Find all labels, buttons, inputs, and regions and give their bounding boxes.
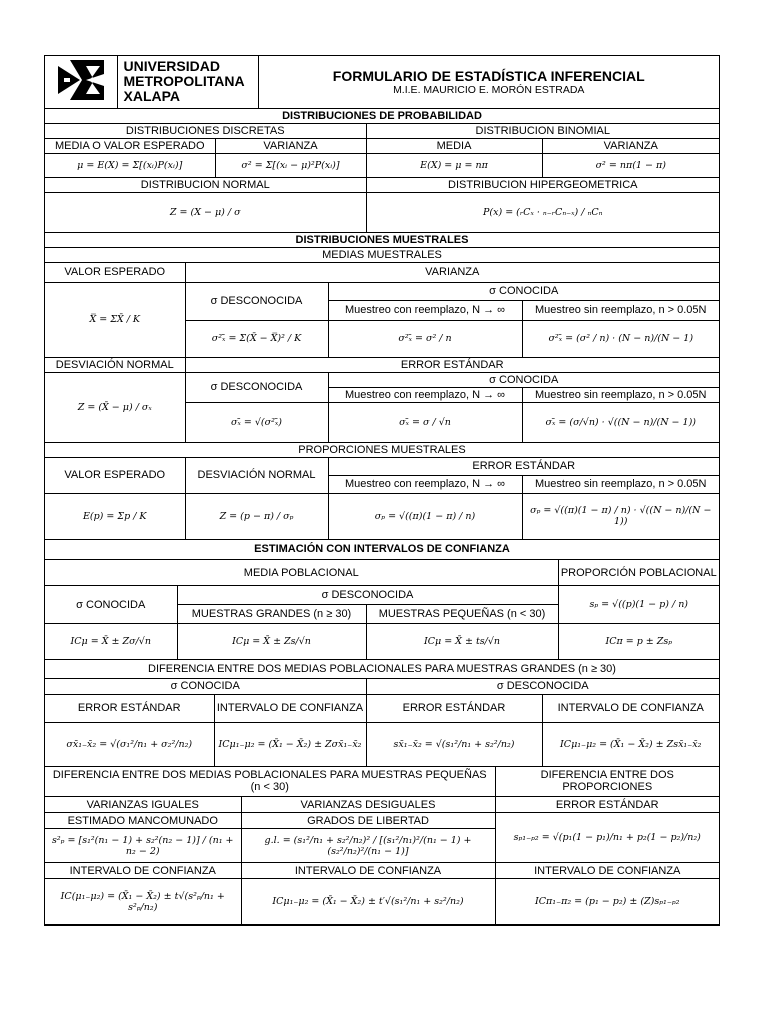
degrees-freedom-label: GRADOS DE LIBERTAD xyxy=(241,813,495,829)
with-replacement-label: Muestreo con reemplazo, N → ∞ xyxy=(328,387,522,402)
formula: σₓ̄ = σ / √n xyxy=(328,402,522,442)
formula: σ²ₓ̄ = (σ² / n) · (N − n)/(N − 1) xyxy=(522,320,719,357)
confidence-interval-label: INTERVALO DE CONFIANZA xyxy=(45,863,241,879)
formula: ICμ₁₋μ₂ = (X̄₁ − X̄₂) ± t′√(s₁²/n₁ + s₂²/n₂) xyxy=(241,879,495,925)
equal-variances-label: VARIANZAS IGUALES xyxy=(45,797,241,813)
sample-proportions-label: PROPORCIONES MUESTRALES xyxy=(45,442,719,457)
section-title: DISTRIBUCIONES MUESTRALES xyxy=(45,233,719,248)
without-replacement-label: Muestreo sin reemplazo, n > 0.05N xyxy=(522,300,719,320)
expected-value-label: VALOR ESPERADO xyxy=(45,262,185,282)
formula: σ² = nπ(1 − π) xyxy=(542,153,719,177)
university-line-2: METROPOLITANA xyxy=(123,73,245,90)
formula: sₚ = √((p)(1 − p) / n) xyxy=(558,586,719,624)
probability-section xyxy=(45,109,719,233)
variance-label: VARIANZA xyxy=(215,138,366,153)
formula: X̿ = ΣX̄ / K xyxy=(45,282,185,357)
confidence-interval-label: INTERVALO DE CONFIANZA xyxy=(495,863,719,879)
formula: σ²ₓ̄ = σ² / n xyxy=(328,320,522,357)
binomial-label: DISTRIBUCION BINOMIAL xyxy=(366,123,719,138)
formula: Z = (p − π) / σₚ xyxy=(185,493,328,539)
formula: ICμ = X̄ ± Zσ/√n xyxy=(45,624,177,660)
unequal-variances-label: VARIANZAS DESIGUALES xyxy=(241,797,495,813)
variance-label: VARIANZA xyxy=(185,262,719,282)
formula-sheet xyxy=(44,55,720,926)
section-title: ESTIMACIÓN CON INTERVALOS DE CONFIANZA xyxy=(45,540,719,560)
difference-large-label: DIFERENCIA ENTRE DOS MEDIAS POBLACIONALES PARA MUESTRAS GRANDES (n ≥ 30) xyxy=(45,660,719,678)
formula: σₓ̄ = (σ/√n) · √((N − n)/(N − 1)) xyxy=(522,402,719,442)
formula: ICμ₁₋μ₂ = (X̄₁ − X̄₂) ± Zsx̄₁₋x̄₂ xyxy=(542,722,719,766)
without-replacement-label: Muestreo sin reemplazo, n > 0.05N xyxy=(522,387,719,402)
formula: σ² = Σ[(xᵢ − μ)²P(xᵢ)] xyxy=(215,153,366,177)
formula: σ²ₓ̄ = Σ(X̄ − X̿)² / K xyxy=(185,320,328,357)
sample-means-label: MEDIAS MUESTRALES xyxy=(45,247,719,262)
sigma-known-label: σ CONOCIDA xyxy=(328,372,719,387)
university-name xyxy=(117,56,258,108)
formula: ICπ₁₋π₂ = (p₁ − p₂) ± (Z)sₚ₁₋ₚ₂ xyxy=(495,879,719,925)
university-line-3: XALAPA xyxy=(123,88,181,105)
standard-error-label: ERROR ESTÁNDAR xyxy=(366,694,542,722)
formula: ICμ = X̄ ± Zs/√n xyxy=(177,624,366,660)
expected-value-label: MEDIA O VALOR ESPERADO xyxy=(45,138,215,153)
without-replacement-label: Muestreo sin reemplazo, n > 0.05N xyxy=(522,475,719,493)
formula: sx̄₁₋x̄₂ = √(s₁²/n₁ + s₂²/n₂) xyxy=(366,722,542,766)
standard-error-label: ERROR ESTÁNDAR xyxy=(328,457,719,475)
header xyxy=(45,56,719,109)
confidence-section xyxy=(45,540,719,661)
mean-label: MEDIA xyxy=(366,138,542,153)
sigma-unknown-label: σ DESCONOCIDA xyxy=(185,372,328,402)
formula: s²ₚ = [s₁²(n₁ − 1) + s₂²(n₂ − 1)] / (n₁ + n₂ − 2) xyxy=(45,829,241,863)
sampling-section xyxy=(45,233,719,540)
standard-error-label: ERROR ESTÁNDAR xyxy=(185,357,719,372)
section-title: DISTRIBUCIONES DE PROBABILIDAD xyxy=(45,109,719,124)
standard-error-label: ERROR ESTÁNDAR xyxy=(45,694,214,722)
formula: ICμ₁₋μ₂ = (X̄₁ − X̄₂) ± Zσx̄₁₋x̄₂ xyxy=(214,722,366,766)
confidence-interval-label: INTERVALO DE CONFIANZA xyxy=(241,863,495,879)
pooled-estimate-label: ESTIMADO MANCOMUNADO xyxy=(45,813,241,829)
population-mean-label: MEDIA POBLACIONAL xyxy=(45,560,558,586)
variance-label: VARIANZA xyxy=(542,138,719,153)
formula: P(x) = (ᵣCₓ · ₙ₋ᵣCₙ₋ₓ) / ₙCₙ xyxy=(366,192,719,232)
document-title: FORMULARIO DE ESTADÍSTICA INFERENCIAL xyxy=(332,67,645,84)
with-replacement-label: Muestreo con reemplazo, N → ∞ xyxy=(328,475,522,493)
difference-small-section xyxy=(45,767,719,926)
confidence-interval-label: INTERVALO DE CONFIANZA xyxy=(542,694,719,722)
standard-error-label: ERROR ESTÁNDAR xyxy=(495,797,719,813)
small-samples-label: MUESTRAS PEQUEÑAS (n < 30) xyxy=(366,605,558,624)
difference-proportions-label: DIFERENCIA ENTRE DOS PROPORCIONES xyxy=(495,767,719,797)
normal-label: DISTRIBUCION NORMAL xyxy=(45,177,366,192)
sigma-unknown-label: σ DESCONOCIDA xyxy=(177,586,558,605)
formula: σx̄₁₋x̄₂ = √(σ₁²/n₁ + σ₂²/n₂) xyxy=(45,722,214,766)
normal-deviation-label: DESVIACIÓN NORMAL xyxy=(45,357,185,372)
sigma-unknown-label: σ DESCONOCIDA xyxy=(185,282,328,320)
hypergeometric-label: DISTRIBUCION HIPERGEOMETRICA xyxy=(366,177,719,192)
expected-value-label: VALOR ESPERADO xyxy=(45,457,185,493)
sigma-known-label: σ CONOCIDA xyxy=(328,282,719,300)
university-line-1: UNIVERSIDAD xyxy=(123,58,220,75)
formula: IC(μ₁₋μ₂) = (X̄₁ − X̄₂) ± t√(s²ₚ/n₁ + s²ₚ/n₂) xyxy=(45,879,241,925)
formula: σₚ = √((π)(1 − π) / n) xyxy=(328,493,522,539)
sigma-unknown-label: σ DESCONOCIDA xyxy=(366,678,719,694)
with-replacement-label: Muestreo con reemplazo, N → ∞ xyxy=(328,300,522,320)
formula: E(p) = Σp / K xyxy=(45,493,185,539)
sigma-known-label: σ CONOCIDA xyxy=(45,586,177,624)
discrete-label: DISTRIBUCIONES DISCRETAS xyxy=(45,123,366,138)
formula: E(X) = μ = nπ xyxy=(366,153,542,177)
document-author: M.I.E. MAURICIO E. MORÓN ESTRADA xyxy=(393,83,585,96)
difference-large-section xyxy=(45,660,719,767)
formula: ICμ = X̄ ± ts/√n xyxy=(366,624,558,660)
confidence-interval-label: INTERVALO DE CONFIANZA xyxy=(214,694,366,722)
population-proportion-label: PROPORCIÓN POBLACIONAL xyxy=(558,560,719,586)
formula: μ = E(X) = Σ[(xᵢ)P(xᵢ)] xyxy=(45,153,215,177)
sigma-known-label: σ CONOCIDA xyxy=(45,678,366,694)
formula: ICπ = p ± Zsₚ xyxy=(558,624,719,660)
formula: σₚ = √((π)(1 − π) / n) · √((N − n)/(N − 1)) xyxy=(522,493,719,539)
difference-small-label: DIFERENCIA ENTRE DOS MEDIAS POBLACIONALES PARA MUESTRAS PEQUEÑAS (n < 30) xyxy=(45,767,495,797)
university-logo xyxy=(45,56,117,108)
formula: σₓ̄ = √(σ²ₓ̄) xyxy=(185,402,328,442)
formula: sₚ₁₋ₚ₂ = √(p₁(1 − p₁)/n₁ + p₂(1 − p₂)/n₂) xyxy=(495,813,719,863)
logo-icon xyxy=(56,60,106,100)
normal-deviation-label: DESVIACIÓN NORMAL xyxy=(185,457,328,493)
formula: Z = (X̄ − μ) / σₓ xyxy=(45,372,185,442)
large-samples-label: MUESTRAS GRANDES (n ≥ 30) xyxy=(177,605,366,624)
formula: g.l. = (s₁²/n₁ + s₂²/n₂)² / [(s₁²/n₁)²/(n₁ − 1) + (s₂²/n₂)²/(n₁ − 1)] xyxy=(241,829,495,863)
formula: Z = (X − μ) / σ xyxy=(45,192,366,232)
